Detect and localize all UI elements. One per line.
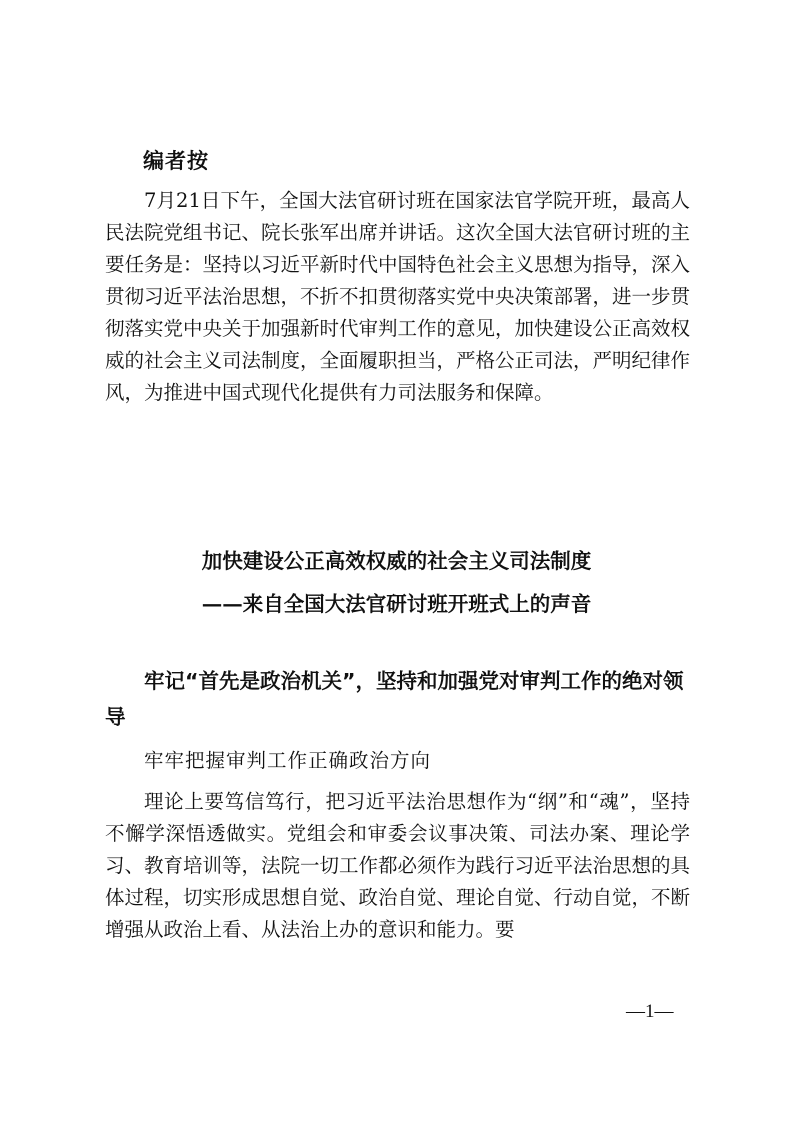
section-heading: 牢记“首先是政治机关”，坚持和加强党对审判工作的绝对领导 <box>105 669 684 729</box>
article-subtitle: ——来自全国大法官研讨班开班式上的声音 <box>201 592 592 616</box>
section-paragraph: 理论上要笃信笃行，把习近平法治思想作为“纲”和“魂”，坚持不懈学深悟透做实。党组会和审委会议事决策、司法办案、理论学习、教育培训等，法院一切工作都必须作为践行习近平法治思想的具体过程，切实形成思想自觉、政治自觉、理论自觉、行动自觉，不断增强从政治上看、从法治上办的意识和能力。要 <box>105 790 691 941</box>
section-subheading: 牢牢把握审判工作正确政治方向 <box>144 749 432 772</box>
article-title: 加快建设公正高效权威的社会主义司法制度 <box>201 549 592 573</box>
page-number: —1— <box>626 1001 674 1022</box>
editor-note-heading: 编者按 <box>143 149 209 173</box>
editor-note-paragraph: 7月21日下午，全国大法官研讨班在国家法官学院开班，最高人民法院党组书记、院长张军出席并讲话。这次全国大法官研讨班的主要任务是：坚持以习近平新时代中国特色社会主义思想为指导，深入贯彻习近平法治思想，不折不扣贯彻落实党中央决策部署，进一步贯彻落实党中央关于加强新时代审判工作的意见，加快建设公正高效权威的社会主义司法制度，全面履职担当，严格公正司法，严明纪律作风，为推进中国式现代化提供有力司法服务和保障。 <box>105 189 691 404</box>
